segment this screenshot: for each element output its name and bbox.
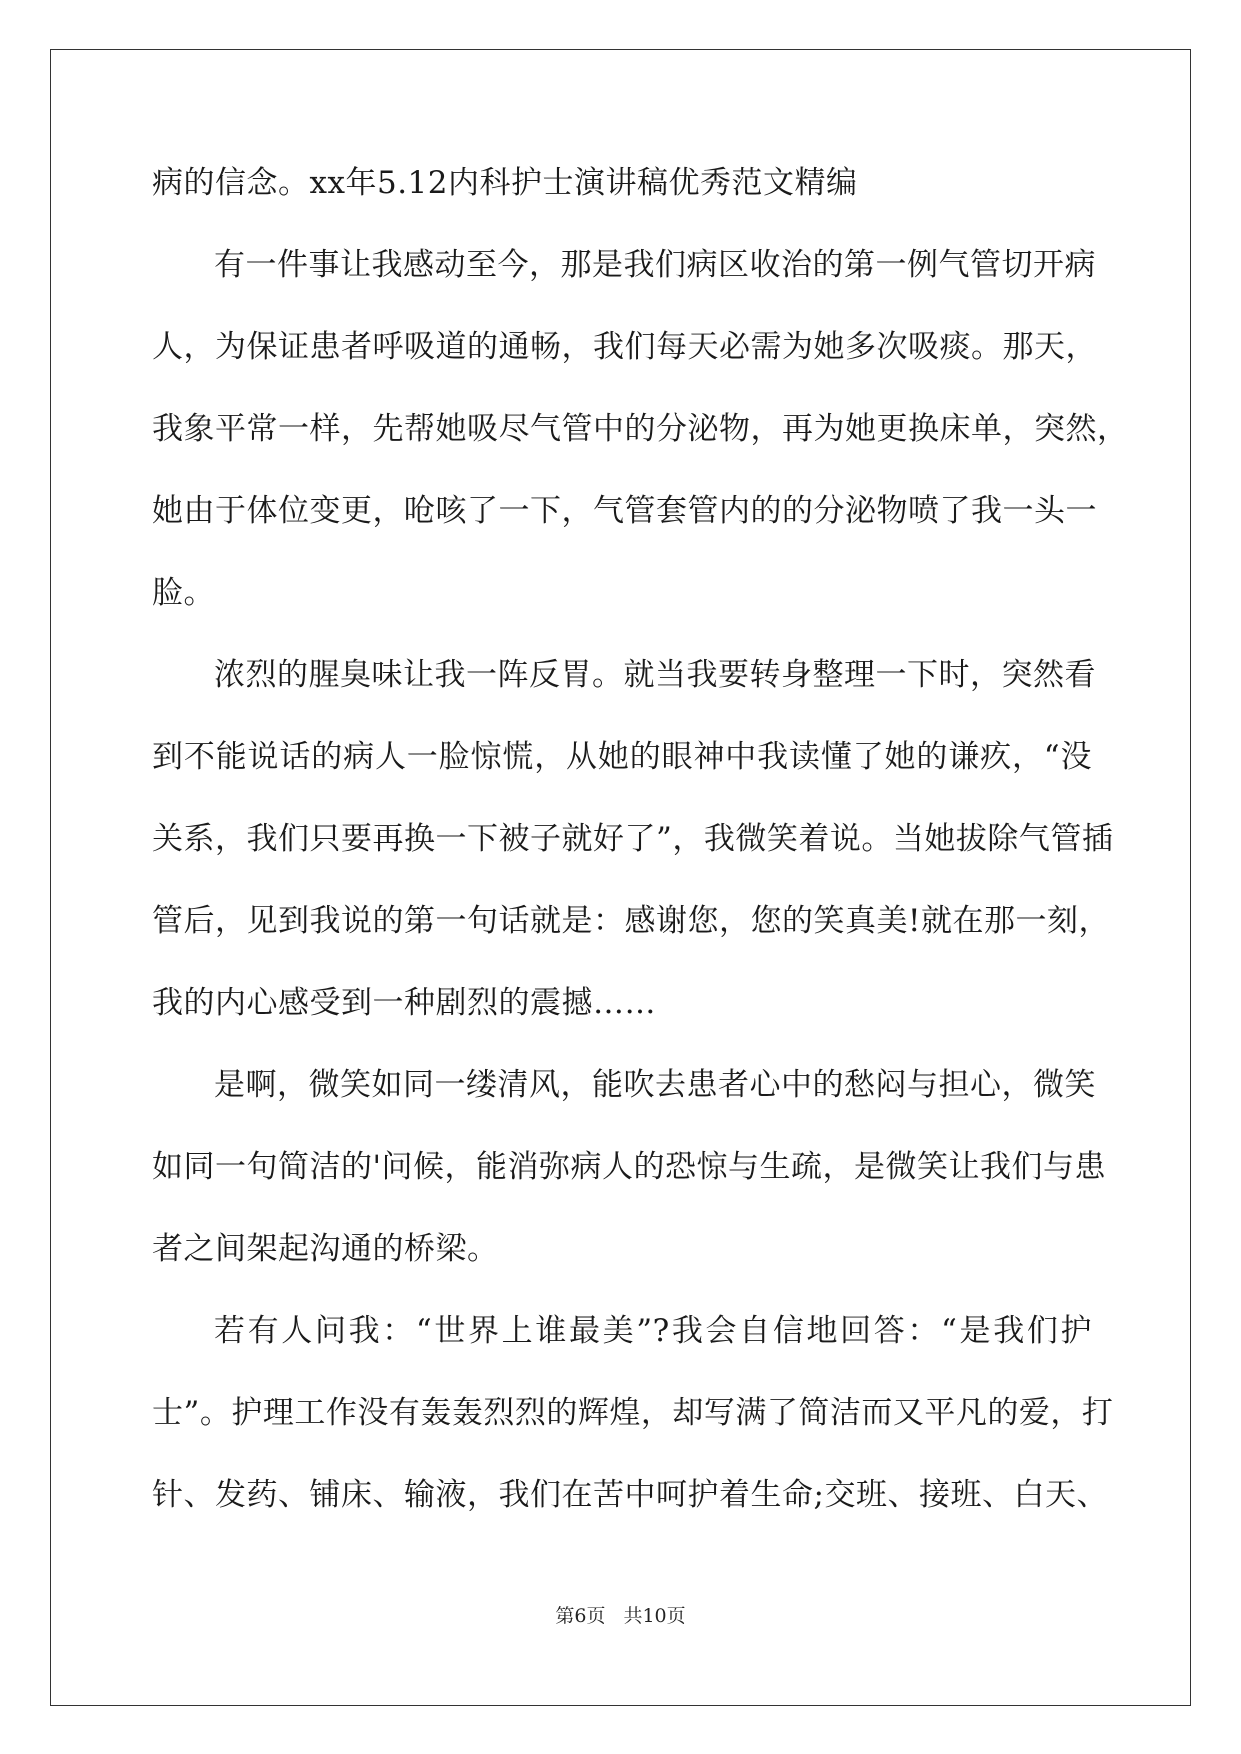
page-number-total: 共10页: [623, 1605, 686, 1627]
document-body: [152, 163, 1129, 1557]
text-line: 我象平常一样，先帮她吸尽气管中的分泌物，再为她更换床单，突然，: [152, 411, 1129, 447]
text-line: 若有人问我：“世界上谁最美”?我会自信地回答：“是我们护: [214, 1313, 1092, 1349]
text-line: 是啊，微笑如同一缕清风，能吹去患者心中的愁闷与担心，微笑: [214, 1067, 1096, 1103]
text-line: 到不能说话的病人一脸惊慌，从她的眼神中我读懂了她的谦疚，“没: [152, 739, 1092, 775]
text-line: 脸。: [152, 575, 215, 611]
text-line: 浓烈的腥臭味让我一阵反胃。就当我要转身整理一下时，突然看: [214, 657, 1096, 693]
text-line: 她由于体位变更，呛咳了一下，气管套管内的的分泌物喷了我一头一: [152, 493, 1097, 529]
text-line: 关系，我们只要再换一下被子就好了”，我微笑着说。当她拔除气管插: [152, 821, 1114, 857]
text-line: 如同一句简洁的'问候，能消弥病人的恐惊与生疏，是微笑让我们与患: [152, 1149, 1107, 1185]
page-footer: [0, 1604, 1241, 1628]
text-line: 病的信念。xx年5.12内科护士演讲稿优秀范文精编: [152, 165, 858, 201]
text-line: 有一件事让我感动至今，那是我们病区收治的第一例气管切开病: [214, 247, 1096, 283]
text-line: 人，为保证患者呼吸道的通畅，我们每天必需为她多次吸痰。那天，: [152, 329, 1097, 365]
text-line: 者之间架起沟通的桥梁。: [152, 1231, 499, 1267]
text-line: 我的内心感受到一种剧烈的震撼……: [152, 985, 656, 1021]
text-line: 管后，见到我说的第一句话就是：感谢您，您的笑真美!就在那一刻，: [152, 903, 1110, 939]
page-number-current: 第6页: [555, 1605, 606, 1627]
text-line: 士”。护理工作没有轰轰烈烈的辉煌，却写满了简洁而又平凡的爱，打: [152, 1395, 1114, 1431]
text-line: 针、发药、铺床、输液，我们在苦中呵护着生命;交班、接班、白天、: [152, 1477, 1108, 1513]
